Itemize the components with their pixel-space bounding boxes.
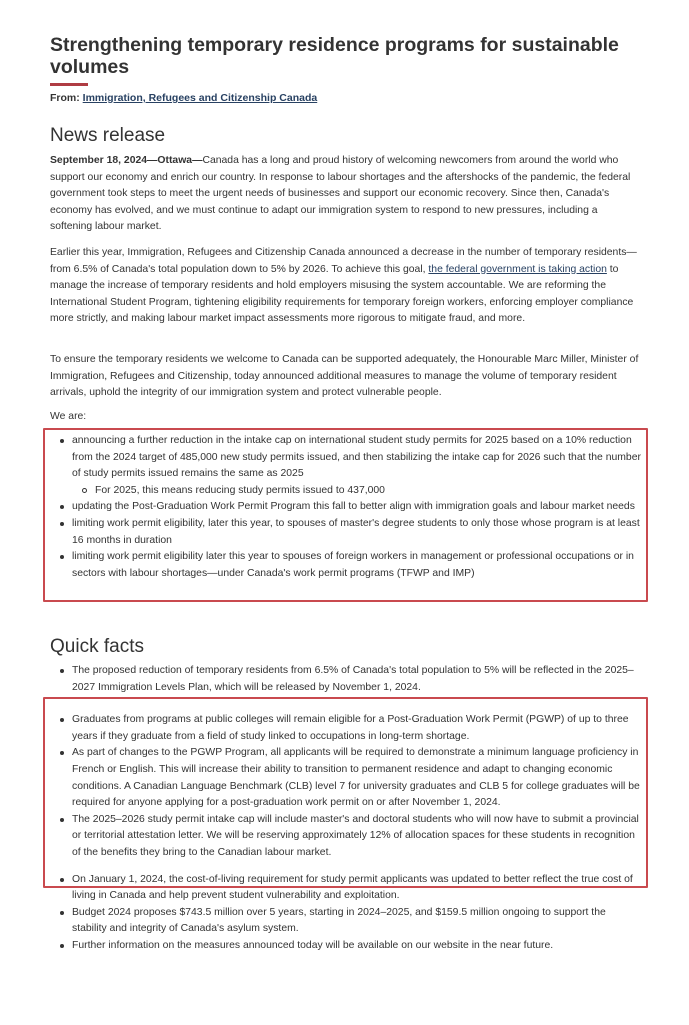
quick-facts-list	[60, 663, 642, 955]
news-paragraph-2-start: Earlier this year, Immigration, Refugees and Citizenship Canada announced a decrease in the number of temporary residents—from 6.5% of Canada's total population down to 5% by 2026. To achieve this goal,	[50, 247, 637, 275]
quick-facts-heading: Quick facts	[50, 636, 144, 657]
title-underline-rule	[50, 83, 88, 86]
list-item: The proposed reduction of temporary residents from 6.5% of Canada's total population to 5% will be reflected in the 2025–2027 Immigration Levels Plan, which will be released by November 1, 2024.	[60, 663, 642, 696]
list-item: For 2025, this means reducing study permits issued to 437,000	[72, 483, 642, 500]
measure-text: announcing a further reduction in the intake cap on international student study permits for 2025 based on a 10% reduction from the 2024 target of 485,000 new study permits issued, and then stabilizing the intake cap for 2026 such that the number of study permits issued remains the same as 2025	[72, 435, 641, 480]
list-item: limiting work permit eligibility, later this year, to spouses of master's degree students to only those whose program is at least 16 months in duration	[60, 516, 642, 549]
news-paragraph-1-text: Canada has a long and proud history of welcoming newcomers from around the world who support our economy and enrich our country. In response to labour shortages and the aftershocks of the pandemic, the federal government took steps to meet the urgent needs of businesses and support our economic recovery. Since then, Canada's economy has evolved, and we must continue to adapt our immigration system to respond to new pressures, including a softening labour market.	[50, 155, 631, 233]
list-item: Graduates from programs at public colleges will remain eligible for a Post-Graduation Work Permit (PGWP) of up to three years if they graduate from a field of study linked to occupations in long-term shortage.	[60, 712, 642, 745]
taking-action-link[interactable]: the federal government is taking action	[428, 263, 607, 275]
measure-sublist	[72, 483, 642, 500]
list-item: updating the Post-Graduation Work Permit Program this fall to better align with immigration goals and labour market needs	[60, 499, 642, 516]
list-item: Budget 2024 proposes $743.5 million over 5 years, starting in 2024–2025, and $159.5 million ongoing to support the stability and integrity of Canada's asylum system.	[60, 905, 642, 938]
from-line	[50, 92, 317, 104]
list-item: On January 1, 2024, the cost-of-living requirement for study permit applicants was updated to better reflect the true cost of living in Canada and help prevent student vulnerability and exploitation.	[60, 872, 642, 905]
we-are-label: We are:	[50, 411, 87, 422]
news-paragraph-1	[50, 153, 640, 236]
list-item: limiting work permit eligibility later this year to spouses of foreign workers in management or professional occupations or in sectors with labour shortages—under Canada's work permit programs (TFWP and IMP)	[60, 549, 642, 582]
measures-list	[60, 433, 642, 582]
department-link[interactable]: Immigration, Refugees and Citizenship Canada	[82, 92, 318, 104]
list-item	[60, 433, 642, 499]
list-item: As part of changes to the PGWP Program, all applicants will be required to demonstrate a minimum language proficiency in French or English. This will increase their ability to transition to permanent residence and adapt to changing economic conditions. A Canadian Language Benchmark (CLB) level 7 for university graduates and CLB 5 for college graduates will be required for anyone applying for a post-graduation work permit on or after November 1, 2024.	[60, 745, 642, 811]
list-item: The 2025–2026 study permit intake cap will include master's and doctoral students who will now have to submit a provincial or territorial attestation letter. We will be reserving approximately 12% of allocation spaces for these students in recognition of the benefits they bring to the Canadian labour market.	[60, 812, 642, 862]
news-paragraph-3: To ensure the temporary residents we welcome to Canada can be supported adequately, the Honourable Marc Miller, Minister of Immigration, Refugees and Citizenship, today announced additional measures to manage the volume of temporary resident arrivals, uphold the integrity of our immigration system and protect vulnerable people.	[50, 354, 639, 399]
from-label: From:	[50, 92, 80, 104]
list-item: Further information on the measures announced today will be available on our website in the near future.	[60, 938, 642, 955]
page-title: Strengthening temporary residence programs for sustainable volumes	[50, 34, 619, 78]
news-paragraph-2-end: to manage the increase of temporary residents and hold employers misusing the system accountable. We are reforming the International Student Program, tightening eligibility requirements for temporary foreign workers, enforcing employer compliance more strictly, and making labour market impact assessments more rigorous to mitigate fraud, and more.	[50, 263, 634, 325]
news-release-heading: News release	[50, 125, 166, 146]
dateline: September 18, 2024—Ottawa—	[50, 155, 203, 166]
news-paragraph-2	[50, 245, 640, 328]
